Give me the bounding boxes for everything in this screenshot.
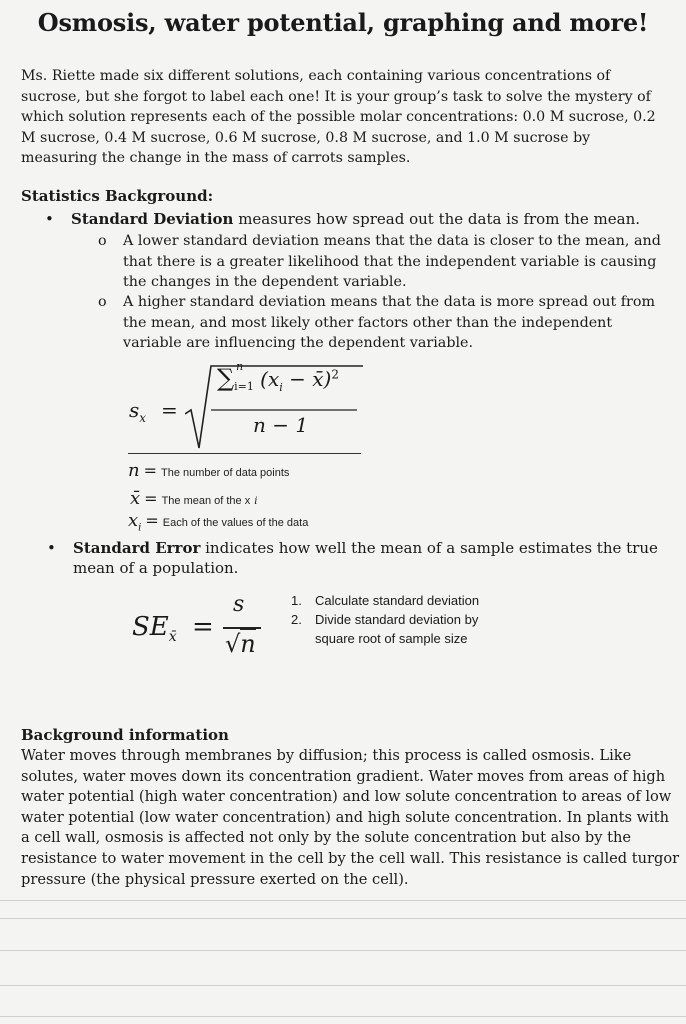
- ruled-line: [0, 1016, 686, 1017]
- sd-numerator: [217, 360, 339, 394]
- sd-point-low-text: A lower standard deviation means that the data is closer to the mean, and that there is a greater likelihood that the independent variable is causing the changes in the dependent variable.: [123, 233, 661, 290]
- se-lhs-sub: x̄: [168, 629, 177, 646]
- se-step-2: 2. Divide standard deviation by square root of sample size: [291, 612, 479, 646]
- sqrt-icon: √: [225, 630, 241, 658]
- bullet-icon: •: [45, 210, 54, 228]
- sub-bullet-icon: o: [98, 233, 107, 249]
- se-bullet: [47, 538, 663, 578]
- legend-n-symbol: n: [128, 460, 140, 481]
- se-lhs: SE: [132, 612, 169, 642]
- sd-power: 2: [331, 367, 339, 382]
- legend-n: [128, 460, 289, 481]
- se-denominator: n: [240, 630, 256, 658]
- sd-term: Standard Deviation: [71, 210, 234, 228]
- ruled-line: [0, 918, 686, 919]
- legend-xi-sub: i: [138, 522, 142, 534]
- legend-mean: [130, 488, 257, 509]
- sd-point-high: [98, 292, 671, 354]
- sd-term-sub: i: [279, 381, 283, 394]
- legend-equals: =: [145, 511, 159, 530]
- se-step-1: 1. Calculate standard deviation: [291, 593, 480, 608]
- formula-divider: [128, 453, 361, 454]
- se-equals: =: [192, 612, 214, 642]
- bullet-icon: •: [47, 539, 56, 557]
- legend-n-text: The number of data points: [161, 467, 290, 479]
- legend-mean-text: The mean of the x: [161, 495, 251, 507]
- ruled-line: [0, 900, 686, 901]
- background-paragraph: Water moves through membranes by diffusion; this process is called osmosis. Like solutes, water moves down its concentration gradient. Water moves from areas of high water potential (high water concentration) and low solute concentration to areas of low water potential (low water concentration) and high solute concentration. In plants with a cell wall, osmosis is affected not only by the solute concentration but also by the resistance to water movement in the cell by the cell wall. This resistance is called turgor pressure (the physical pressure exerted on the cell).: [21, 747, 680, 888]
- ruled-line: [0, 985, 686, 986]
- legend-xi-symbol: x: [128, 510, 139, 531]
- sum-upper: n: [236, 360, 244, 373]
- sub-bullet-icon: o: [98, 294, 107, 310]
- sd-description: measures how spread out the data is from the mean.: [233, 210, 640, 228]
- se-steps: [291, 591, 521, 648]
- intro-paragraph: Ms. Riette made six different solutions, each containing various concentrations of sucrose, but she forgot to label each one! It is your group’s task to solve the mystery of which solution represents each of the possible molar concentrations: 0.0 M sucrose, 0.2 M sucrose, 0.4 M sucrose, 0.6 M sucrose, 0.8 M sucrose, and 1.0 M sucrose by measuring the change in the mass of carrots samples.: [21, 68, 656, 166]
- legend-equals: =: [143, 461, 157, 480]
- page-title: Osmosis, water potential, graphing and more!: [37, 8, 649, 37]
- legend-xi-text: Each of the values of the data: [162, 517, 309, 529]
- legend-equals: =: [144, 489, 158, 508]
- sd-denominator: n − 1: [253, 413, 309, 437]
- legend-xi: [128, 510, 308, 534]
- background-heading: Background information: [21, 726, 229, 744]
- se-description: indicates how well the mean of a sample estimates the true mean of a population.: [73, 539, 658, 577]
- sum-icon: ∑: [217, 364, 235, 392]
- sd-point-high-text: A higher standard deviation means that the data is more spread out from the mean, and most likely other factors other than the independent variable are influencing the dependent variable.: [123, 294, 656, 351]
- sd-equals: =: [161, 398, 178, 422]
- sd-term-xi: (x: [260, 367, 280, 391]
- se-formula: [130, 590, 280, 670]
- se-numerator: s: [233, 592, 245, 617]
- sd-bullet: [45, 209, 671, 229]
- legend-mean-sub: i: [254, 496, 258, 507]
- sd-lhs-sub: x: [139, 411, 147, 425]
- ruled-line: [0, 950, 686, 951]
- legend-mean-symbol: x̄: [130, 488, 141, 509]
- se-term: Standard Error: [73, 539, 201, 557]
- sum-lower: i=1: [234, 380, 254, 393]
- statistics-heading: Statistics Background:: [21, 187, 214, 205]
- sd-point-low: [98, 231, 671, 293]
- sd-formula: [125, 360, 375, 455]
- sd-lhs: s: [129, 398, 140, 422]
- sd-term-minus-mean: − x̄): [282, 367, 332, 391]
